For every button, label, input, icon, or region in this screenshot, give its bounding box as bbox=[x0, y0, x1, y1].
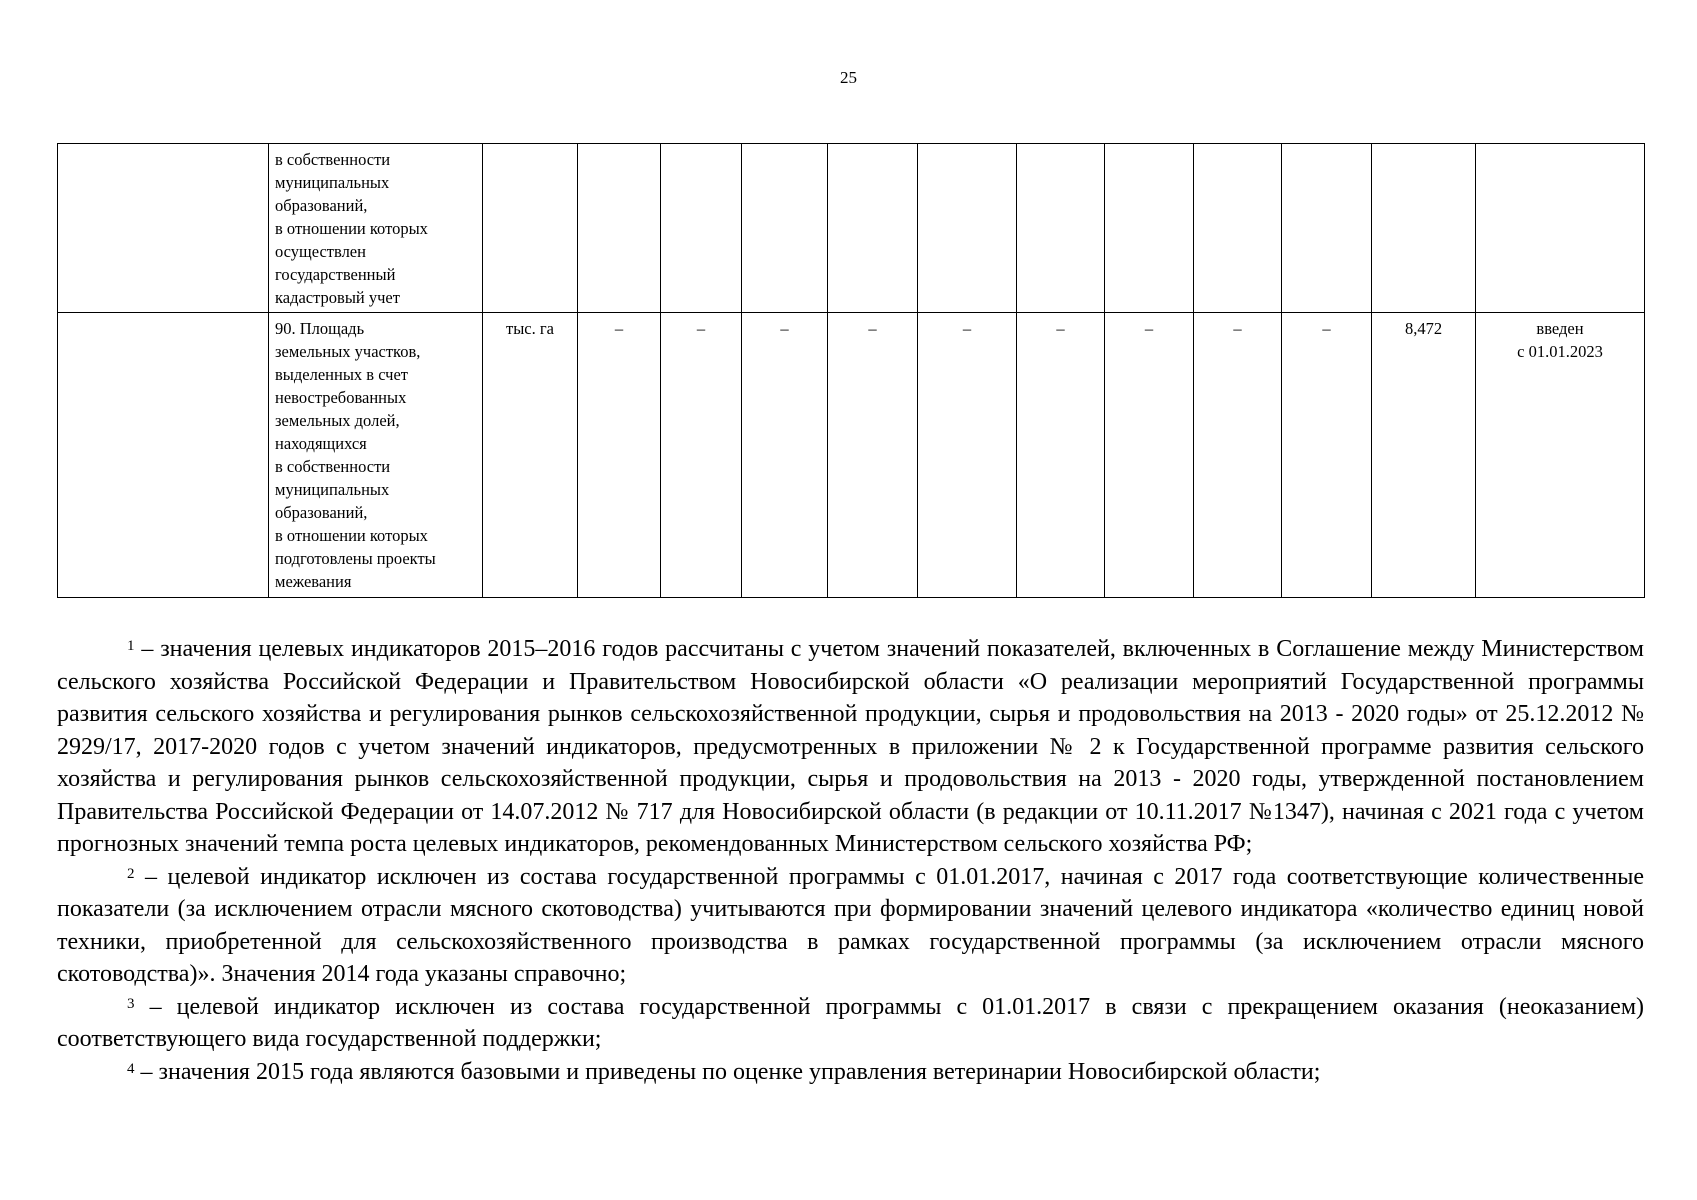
note-line: с 01.01.2023 bbox=[1517, 342, 1603, 361]
footnote-text: – значения 2015 года являются базовыми и приведены по оценке управления ветеринарии Новосибирской области; bbox=[134, 1058, 1321, 1085]
name-line: в отношении которых bbox=[275, 219, 428, 238]
value-cell: – bbox=[828, 313, 918, 598]
unit-cell: тыс. га bbox=[483, 313, 578, 598]
footnote-text: – значения целевых индикаторов 2015–2016 годов рассчитаны с учетом значений показателей, включенных в Соглашение между Министерством сельского хозяйства Российской Федерации и Правительством Новосибирской области «О реализации мероприятий Государственной программы развития сельского хозяйства и регулирования рынков сельскохозяйственной продукции, сырья и продовольствия на 2013 - 2020 годы» от 25.12.2012 № 2929/17, 2017-2020 годов с учетом значений индикаторов, предусмотренных в приложении № 2 к Государственной программе развития сельского хозяйства и регулирования рынков сельскохозяйственной продукции, сырья и продовольствия на 2013 - 2020 годы, утвержденной постановлением Правительства Российской Федерации от 14.07.2012 № 717 для Новосибирской области (в редакции от 10.11.2017 №1347), начиная с 2021 года с учетом прогнозных значений темпа роста целевых индикаторов, рекомендованных Министерством сельского хозяйства РФ; bbox=[57, 636, 1644, 857]
footnote-text: – целевой индикатор исключен из состава государственной программы с 01.01.2017, начиная с 2017 года соответствующие количественные показатели (за исключением отрасли мясного скотоводства) учитываются при формировании значений целевого индикатора «количество единиц новой техники, приобретенной для сельскохозяйственного производства в рамках государственной программы (за исключением отрасли мясного скотоводства)». Значения 2014 года указаны справочно; bbox=[57, 863, 1644, 987]
value-cell bbox=[918, 144, 1017, 313]
name-line: в собственности bbox=[275, 150, 391, 169]
note-cell bbox=[1476, 313, 1645, 598]
footnotes bbox=[57, 633, 1644, 1088]
value-cell bbox=[1105, 144, 1194, 313]
name-line: образований, bbox=[275, 503, 368, 522]
name-line: в отношении которых bbox=[275, 526, 428, 545]
value-cell: – bbox=[1194, 313, 1282, 598]
page-number: 25 bbox=[840, 68, 857, 87]
note-cell bbox=[1476, 144, 1645, 313]
empty-cell bbox=[58, 313, 269, 598]
footnote bbox=[57, 861, 1644, 991]
value-cell bbox=[828, 144, 918, 313]
table-row bbox=[58, 144, 1645, 313]
name-line: кадастровый учет bbox=[275, 288, 400, 307]
empty-cell bbox=[58, 144, 269, 313]
value-cell bbox=[661, 144, 742, 313]
name-line: земельных участков, bbox=[275, 342, 421, 361]
value-cell: – bbox=[1017, 313, 1105, 598]
footnote bbox=[57, 991, 1644, 1056]
name-line: государственный bbox=[275, 265, 396, 284]
footnote-marker: 1 bbox=[127, 638, 135, 654]
name-line: осуществлен bbox=[275, 242, 366, 261]
value-cell: – bbox=[578, 313, 661, 598]
name-line: земельных долей, bbox=[275, 411, 400, 430]
value-cell bbox=[1194, 144, 1282, 313]
value-cell: – bbox=[918, 313, 1017, 598]
footnote bbox=[57, 633, 1644, 861]
value-cell bbox=[1282, 144, 1372, 313]
value-cell: – bbox=[661, 313, 742, 598]
value-cell bbox=[742, 144, 828, 313]
unit-cell bbox=[483, 144, 578, 313]
name-line: межевания bbox=[275, 572, 352, 591]
value-cell: 8,472 bbox=[1372, 313, 1476, 598]
name-line: в собственности bbox=[275, 457, 391, 476]
value-cell bbox=[1372, 144, 1476, 313]
value-cell: – bbox=[742, 313, 828, 598]
name-line: 90. Площадь bbox=[275, 319, 365, 338]
footnote-marker: 3 bbox=[127, 995, 135, 1012]
name-line: муниципальных bbox=[275, 480, 390, 499]
name-line: находящихся bbox=[275, 434, 367, 453]
name-line: подготовлены проекты bbox=[275, 549, 436, 568]
name-line: муниципальных bbox=[275, 173, 390, 192]
value-cell: – bbox=[1105, 313, 1194, 598]
table-row bbox=[58, 313, 1645, 598]
value-cell bbox=[578, 144, 661, 313]
name-line: невостребованных bbox=[275, 388, 407, 407]
indicator-name-cell bbox=[269, 144, 483, 313]
indicators-table bbox=[57, 143, 1645, 598]
footnote-marker: 2 bbox=[127, 865, 135, 882]
indicator-name-cell bbox=[269, 313, 483, 598]
footnote-marker: 4 bbox=[127, 1060, 135, 1077]
footnote bbox=[57, 1056, 1644, 1089]
footnote-text: – целевой индикатор исключен из состава государственной программы с 01.01.2017 в связи с прекращением оказания (неоказанием) соответствующего вида государственной поддержки; bbox=[57, 993, 1644, 1052]
name-line: выделенных в счет bbox=[275, 365, 409, 384]
value-cell: – bbox=[1282, 313, 1372, 598]
value-cell bbox=[1017, 144, 1105, 313]
note-line: введен bbox=[1536, 319, 1584, 338]
name-line: образований, bbox=[275, 196, 368, 215]
